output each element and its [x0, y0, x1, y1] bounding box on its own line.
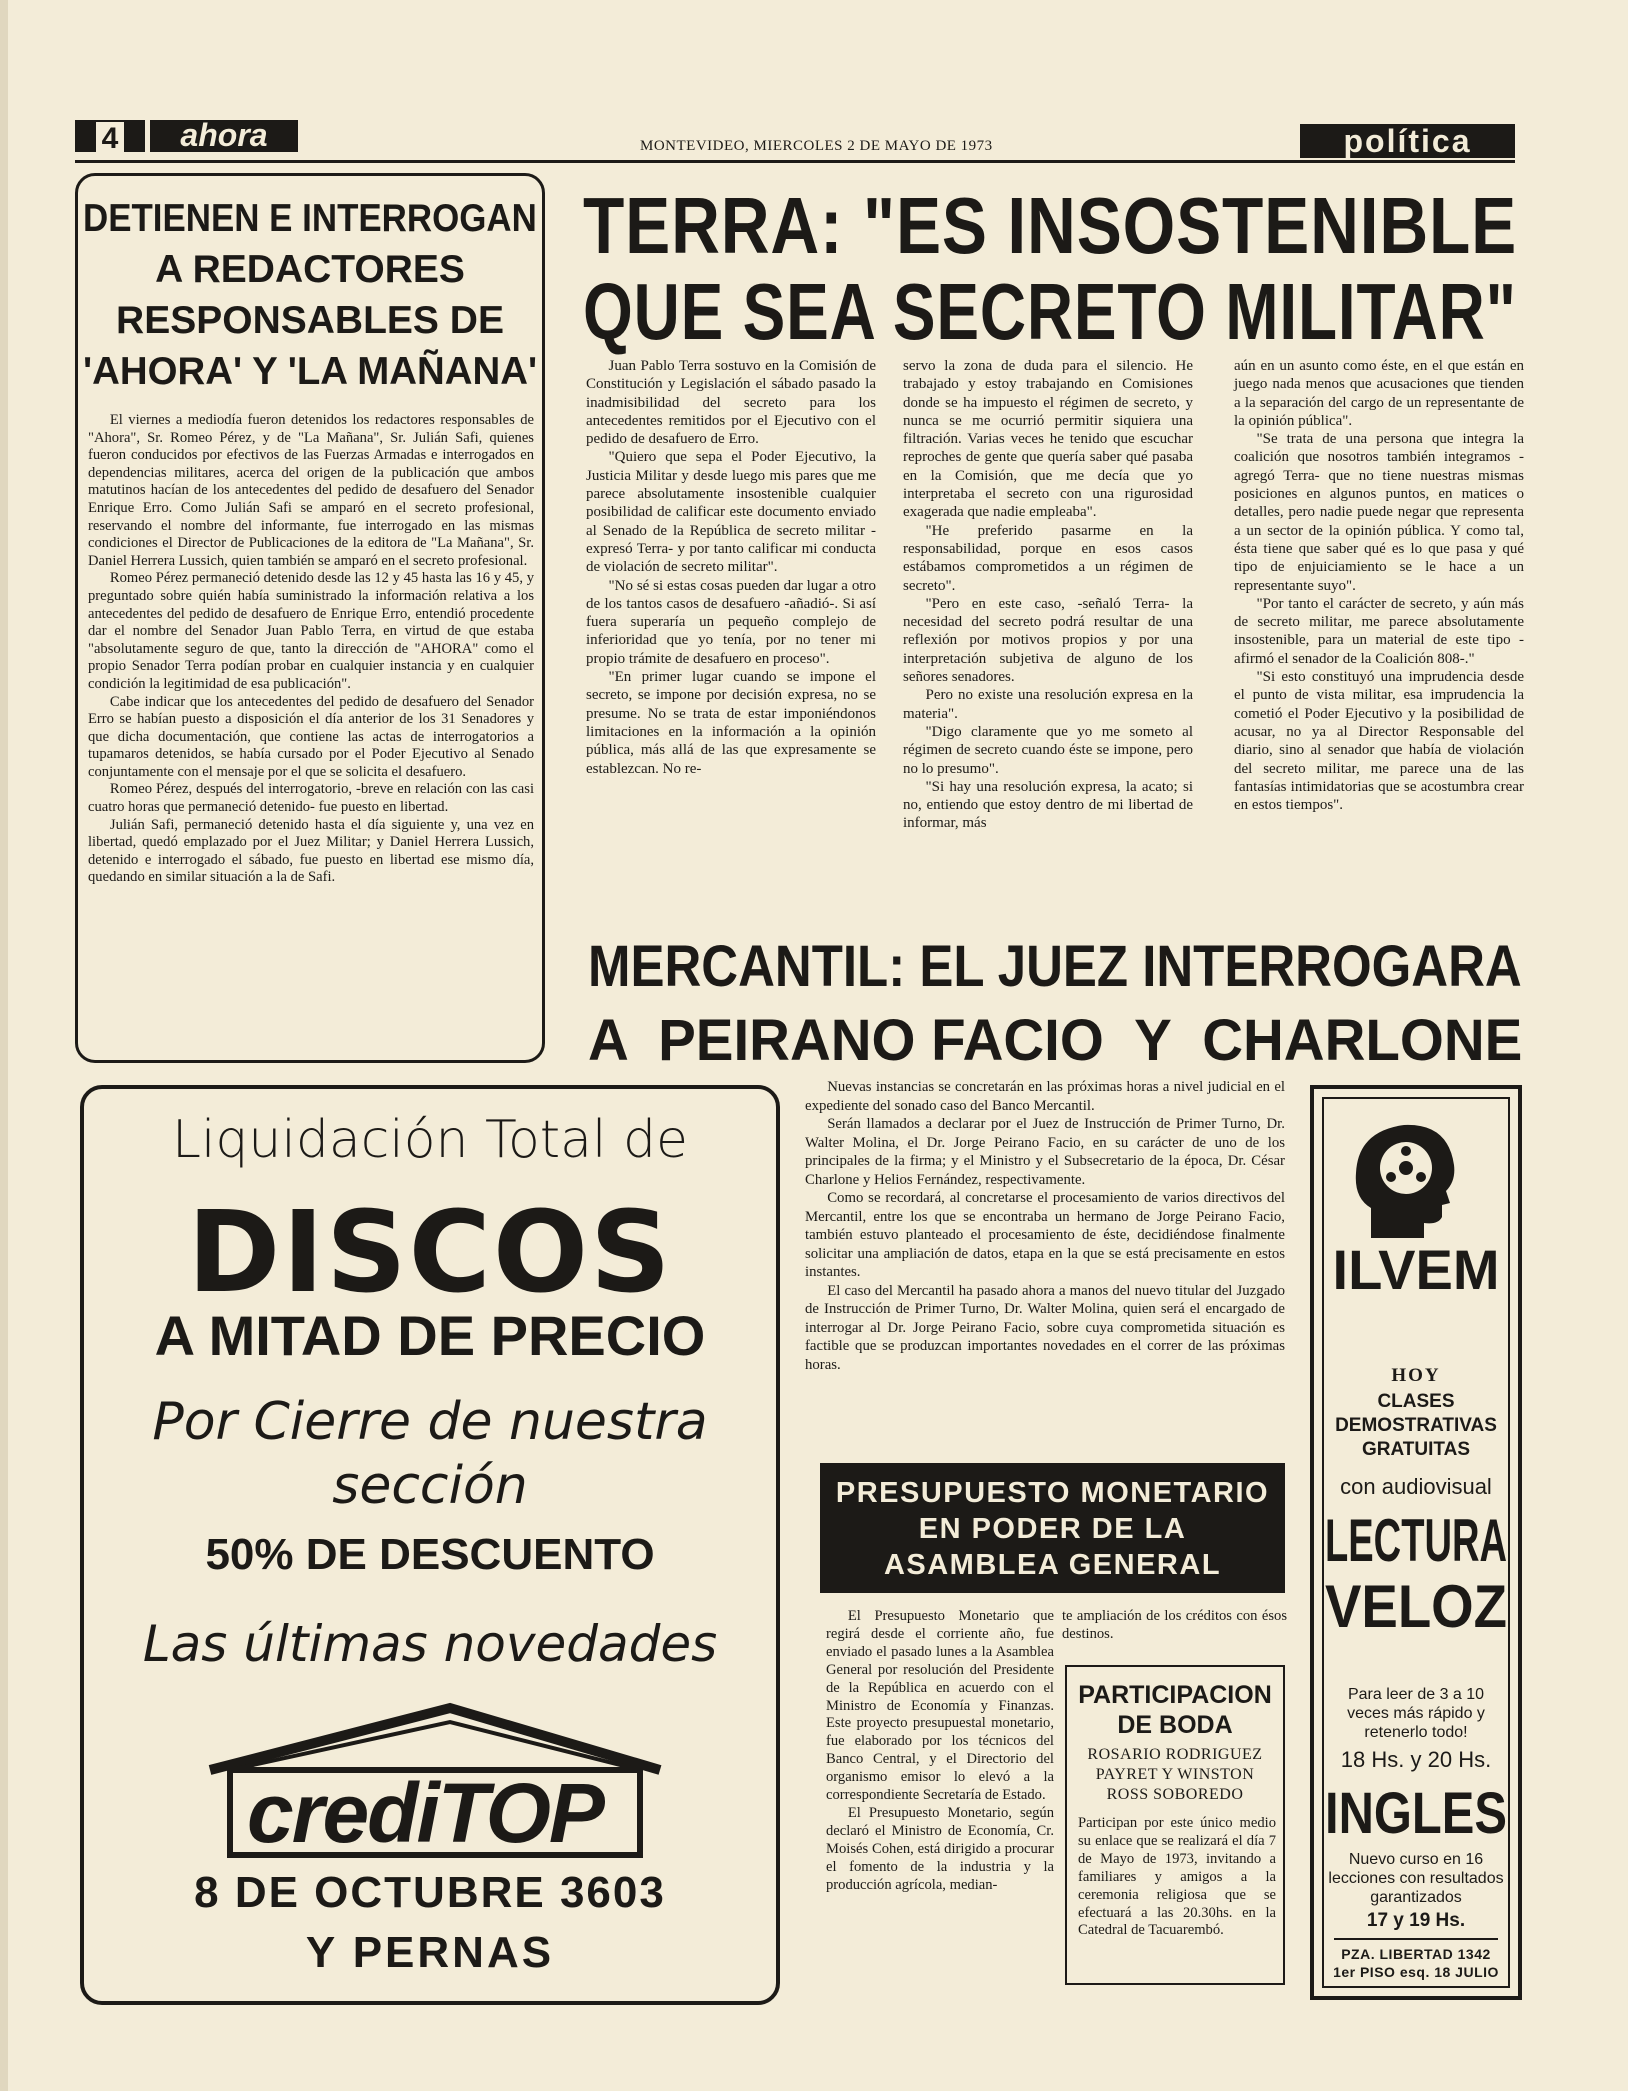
ilvem-audiovisual: con audiovisual	[1340, 1474, 1492, 1499]
header-rule	[75, 160, 1515, 163]
detained-article	[88, 412, 534, 887]
ilvem-horarios: 18 Hs. y 20 Hs.	[1340, 1747, 1492, 1772]
boda-title	[1068, 1680, 1282, 1740]
paragraph: "Por tanto el carácter de secreto, y aún más de secreto militar, me parece absolutamente insostenible, para un material de este tipo -afirmó el senador de la Coalición 808-."	[1234, 595, 1524, 667]
dateline: MONTEVIDEO, MIERCOLES 2 DE MAYO DE 1973	[640, 138, 993, 154]
ad-line-descuento: 50% DE DESCUENTO	[205, 1530, 655, 1579]
newspaper-brand: ahora	[150, 120, 298, 152]
headline-line: ASAMBLEA GENERAL	[883, 1549, 1222, 1581]
ad-line-discos: DISCOS	[187, 1188, 673, 1318]
ad-address-line-2: Y PERNAS	[305, 1928, 555, 1977]
ad-line-liquidacion: Liquidación Total de	[171, 1110, 688, 1170]
terra-column-3	[1234, 357, 1524, 814]
paragraph: aún en un asunto como éste, en el que están en juego nada menos que acusaciones que tienden a la separación del cargo de un representante de la opinión pública".	[1234, 358, 1524, 429]
headline-line: A PEIRANO FACIO Y CHARLONE	[588, 1008, 1523, 1073]
headline-line: TERRA: "ES INSOSTENIBLE	[583, 181, 1518, 270]
ilvem-address	[1322, 1945, 1510, 1981]
boda-names	[1068, 1745, 1282, 1805]
name-line: ROSARIO RODRIGUEZ	[1087, 1746, 1263, 1763]
ad-line-cierre-a: Por Cierre de nuestra	[152, 1392, 708, 1452]
headline-line: A REDACTORES	[155, 248, 465, 291]
paragraph: El Presupuesto Monetario, según declaró el Ministro de Economía, Cr. Moisés Cohen, está dirigido a procurar el fomento de la industria y la producción agrícola, median-	[826, 1804, 1054, 1893]
detained-headline	[80, 193, 540, 397]
paragraph: Serán llamados a declarar por el Juez de Instrucción de Primer Turno, Dr. Walter Molina, el Dr. Jorge Peirano Facio, en su carácter de uno de los principales de la firma; y el Ministro y el Subsecretario de la época, Dr. César Charlone y Helios Fernández, respectivamente.	[805, 1116, 1285, 1188]
ilvem-hoy: HOY	[1391, 1365, 1441, 1386]
presupuesto-column-1	[826, 1608, 1054, 1895]
ilvem-horarios-ingles: 17 y 19 Hs.	[1366, 1910, 1466, 1931]
headline-line: DETIENEN E INTERROGAN	[83, 197, 537, 240]
mercantil-headline	[585, 930, 1525, 1078]
paragraph: Como se recordará, al concretarse el procesamiento de varios directivos del Mercantil, entre los que se encontraba un hermano de Jorge Peirano Facio, también estuvo planteado el procesamiento de éste, decidiéndose finalmente solicitar una ampliación de datos, etapa en la que se está precisamente en estos instantes.	[805, 1190, 1285, 1280]
title-line: PARTICIPACION	[1078, 1681, 1272, 1709]
paragraph: "En primer lugar cuando se impone el secreto, se impone por decisión expresa, no se presume. No se trata de estar imponiéndonos limitaciones en la información a la opinión pública, más allá de las que expresamente se establezcan. No re-	[586, 669, 876, 777]
ilvem-divider	[1334, 1938, 1498, 1940]
clases-line: DEMOSTRATIVAS	[1335, 1415, 1497, 1436]
headline-line: EN PODER DE LA	[918, 1513, 1187, 1545]
terra-column-1	[586, 357, 876, 778]
clases-line: CLASES	[1377, 1391, 1455, 1412]
ilvem-lectura-veloz	[1322, 1508, 1510, 1640]
paragraph: "No sé si estas cosas pueden dar lugar a otro de los tantos casos de desafuero -añadió-. Si así fuera superaría un pequeño complejo de inferioridad que yo tenía, por no tener mi propio trámite de desafuero en proceso".	[586, 577, 876, 667]
clases-line: GRATUITAS	[1361, 1439, 1470, 1460]
address-line: PZA. LIBERTAD 1342	[1341, 1946, 1491, 1962]
page-edge	[0, 0, 8, 2091]
headline-line: PRESUPUESTO MONETARIO	[835, 1477, 1270, 1509]
paragraph: "Digo claramente que yo me someto al régimen de secreto cuando éste se impone, pero no lo presumo".	[903, 723, 1193, 777]
presupuesto-column-2	[1062, 1608, 1287, 1644]
terra-column-2	[903, 357, 1193, 833]
ilvem-ingles: INGLES	[1325, 1781, 1508, 1846]
paragraph: Juan Pablo Terra sostuvo en la Comisión de Constitución y Legislación el sábado pasado la inadmisibilidad del secreto para los antecedentes remitidos por el Ejecutivo con el pedido de desafuero de Erro.	[586, 358, 876, 448]
headline-line: MERCANTIL: EL JUEZ INTERROGARA	[588, 934, 1522, 999]
ilvem-para-leer: Para leer de 3 a 10 veces más rápido y retenerlo todo!	[1347, 1686, 1485, 1741]
paragraph: El caso del Mercantil ha pasado ahora a manos del nuevo titular del Juzgado de Instrucción de Primer Turno, Dr. Walter Molina, quien será el encargado de interrogar al Dr. Jorge Peirano Facio, sobre cuya comprometida situación es factible que se produzcan importantes novedades en el correr de las próximas horas.	[805, 1282, 1285, 1373]
paragraph: Cabe indicar que los antecedentes del pedido de desafuero del Senador Erro se habían puesto a disposición el día anterior de los 31 Senadores y que dicha documentación, que contiene las actas de interrogatorios a tupamaros detenidos, se había cursado por el Poder Ejecutivo al Senado conjuntamente con el mensaje por el que se solicita el desafuero.	[88, 693, 534, 780]
paragraph: "Si hay una resolución expresa, la acato; si no, entiendo que estoy dentro de mi libertad de informar, más	[903, 778, 1193, 832]
boda-text: Participan por este único medio su enlace que se realizará el día 7 de Mayo de 1973, invitando a familiares y amigos a la ceremonia religiosa que se efectuará a las 20.30hs. en la Catedral de Tacuarembó.	[1078, 1815, 1276, 1939]
paragraph: "Se trata de una persona que integra la coalición que nosotros también integramos -agregó Terra- que no tiene nuestras mismas posiciones en algunos puntos, en matices o detalles, pero nadie puede negar que representa a un sector de la opinión pública. Y como tal, ésta tiene que saber qué es lo que pasa y qué tipo de enjuiciamiento se le hace a un representante suyo".	[1234, 431, 1524, 594]
paragraph: "Quiero que sepa el Poder Ejecutivo, la Justicia Militar y desde luego mis pares que me parece absolutamente insostenible cualquier posibilidad de calificar este documento enviado al Senado de la República de secreto militar -expresó Terra- y por tanto calificar mi conducta de violación de secreto militar".	[586, 449, 876, 576]
ad-address-line-1: 8 DE OCTUBRE 3603	[194, 1868, 666, 1917]
paragraph: Pero no existe una resolución expresa en la materia".	[903, 687, 1193, 722]
paragraph: te ampliación de los créditos con ésos destinos.	[1062, 1608, 1287, 1642]
presupuesto-headline	[820, 1475, 1285, 1583]
paragraph: Romeo Pérez permaneció detenido desde las 12 y 45 hasta las 16 y 45, y preguntado sobre quién había suministrado la información relativa a los antecedentes del pedido de desafuero de Enrique Erro, entendió procedente dar el nombre del Senador Juan Pablo Terra, en virtud de que estaba "absolutamente seguro de que, tanto la dirección de "AHORA" como el propio Senador Terra podían probar en cualquier instancia y en cualquier condición la legitimidad de esa publicación".	[88, 570, 534, 692]
ad-line-cierre	[80, 1390, 780, 1518]
address-line: 1er PISO esq. 18 JULIO	[1333, 1964, 1499, 1980]
ilvem-curso: Nuevo curso en 16 lecciones con resultados garantizados	[1328, 1851, 1504, 1906]
lectura-line: VELOZ	[1325, 1573, 1508, 1640]
lectura-line: LECTURA	[1325, 1507, 1508, 1574]
page-number: 4	[75, 120, 145, 152]
ad-line-cierre-b: sección	[332, 1456, 528, 1516]
terra-headline	[580, 183, 1520, 355]
ilvem-brand: ILVEM	[1332, 1238, 1500, 1301]
mercantil-article	[805, 1078, 1285, 1374]
paragraph: Romeo Pérez, después del interrogatorio, -breve en relación con las casi cuatro horas que permaneció detenido- fue puesto en libertad.	[88, 781, 534, 816]
headline-line: QUE SEA SECRETO MILITAR"	[583, 267, 1517, 356]
head-tape-reel-icon	[1346, 1113, 1466, 1243]
section-label: política	[1300, 124, 1515, 158]
title-line: DE BODA	[1117, 1711, 1233, 1739]
ilvem-clases	[1322, 1390, 1510, 1462]
ad-line-mitad-precio: A MITAD DE PRECIO	[154, 1304, 706, 1367]
paragraph: Nuevas instancias se concretarán en las próximas horas a nivel judicial en el expediente del sonado caso del Banco Mercantil.	[805, 1079, 1285, 1114]
paragraph: El Presupuesto Monetario que regirá desde el corriente año, fue enviado el pasado lunes a la Asamblea General por resolución del Presidente de la República en acuerdo con el Ministro de Economía y Finanzas. Este proyecto presupuestal monetario, fue elaborado por los técnicos del Banco Central, y el Directorio del organismo emisor lo elevó a la correspondiente Secretaría de Estado.	[826, 1608, 1054, 1804]
paragraph: servo la zona de duda para el silencio. He trabajado y estoy trabajando en Comisiones donde se ha impuesto el régimen de secreto, y nunca se me ocurrió permitir siquiera una filtración. Varias veces he tenido que escuchar reproches de gente que quería saber qué pasaba en la Comisión, que me decía que yo interpretaba el secreto con una rigurosidad exagerada que nadie empleaba".	[903, 358, 1193, 521]
paragraph: Julián Safi, permaneció detenido hasta el día siguiente y, una vez en libertad, quedó emplazado por el Juez Militar; y Daniel Herrera Lussich, detenido e interrogado el sábado, fue puesto en libertad ese mismo día, quedando en similar situación a la de Safi.	[88, 816, 534, 886]
paragraph: "He preferido pasarme en la responsabilidad, porque en esos casos estábamos comprometidos a un régimen de secreto".	[903, 522, 1193, 594]
paragraph: "Pero en este caso, -señaló Terra- la necesidad del secreto podrá resultar de una reflexión por motivos propios y por una interpretación subjetiva de alguno de los señores senadores.	[903, 595, 1193, 686]
name-line: ROSS SOBOREDO	[1106, 1786, 1244, 1803]
paragraph: El viernes a mediodía fueron detenidos los redactores responsables de "Ahora", Sr. Romeo Pérez, y de "La Mañana", Sr. Julián Safi, quienes fueron conducidos por efectivos de las Fuerzas Armadas e interrogados en dependencias militares, acerca del origen de la publicación que ambos matutinos hacían de los antecedentes del pedido de desafuero del Senador Enrique Erro. Como Julián Safi se amparó en el secreto profesional, reservando el nombre del informante, fue interrogado en las mismas condiciones el Director de Publicaciones de la editora de "La Mañana", Sr. Daniel Herrera Lussich, quien también se amparó en el secreto profesional.	[88, 412, 534, 569]
creditop-logo: crediTOP	[247, 1766, 603, 1860]
paragraph: "Si esto constituyó una imprudencia desde el punto de vista militar, esa imprudencia la cometió el Poder Ejecutivo y la posibilidad de acusar, no ya al Director Responsable del diario, sino al senador que había de violación del secreto militar, me parece una de las fantasías intimidatorias que se acostumbra crear en estos tiempos".	[1234, 669, 1524, 814]
headline-line: RESPONSABLES DE	[116, 299, 504, 342]
headline-line: 'AHORA' Y 'LA MAÑANA'	[83, 350, 538, 393]
ad-line-novedades: Las últimas novedades	[142, 1615, 718, 1673]
name-line: PAYRET Y WINSTON	[1095, 1766, 1255, 1783]
